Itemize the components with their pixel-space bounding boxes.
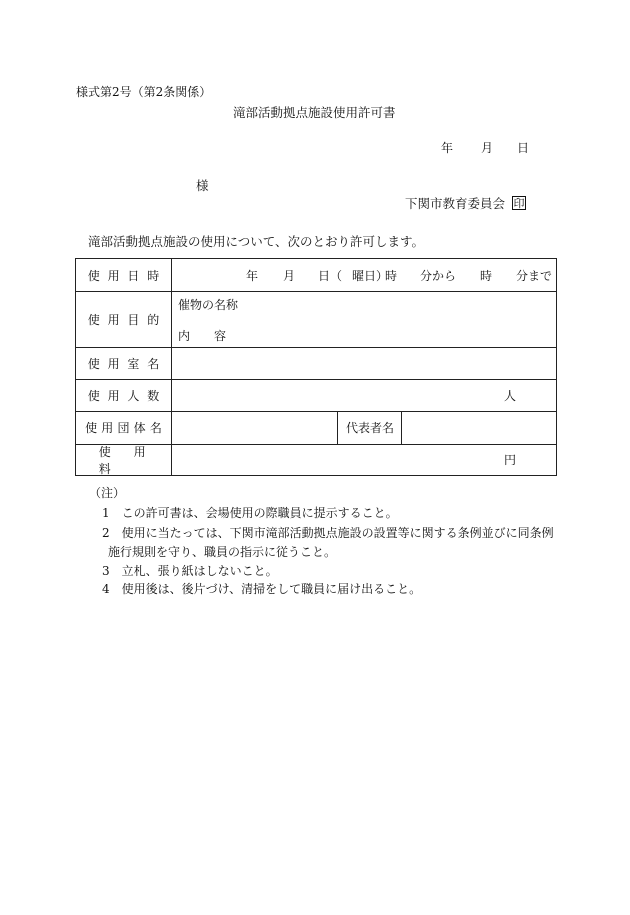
purpose-content-label: 内 容 <box>178 329 227 343</box>
group-cell-divider <box>337 411 338 444</box>
notes-heading: （注） <box>89 486 126 500</box>
row-label-group: 使用団体名 <box>85 421 167 435</box>
datetime-start-minute: 分から <box>420 269 457 283</box>
datetime-month: 月 <box>283 269 296 283</box>
note-item: 2 使用に当たっては、下関市滝部活動拠点施設の設置等に関する条例並びに同条例 <box>102 526 554 540</box>
headcount-unit: 人 <box>504 389 517 403</box>
datetime-end-minute: 分まで <box>516 269 553 283</box>
datetime-start-hour: 時 <box>385 269 398 283</box>
representative-label: 代表者名 <box>346 421 395 435</box>
permit-table <box>75 258 557 476</box>
label-column-divider <box>171 259 172 475</box>
purpose-event-name-label: 催物の名称 <box>178 298 239 312</box>
note-item: 3 立札、張り紙はしないこと。 <box>102 564 278 578</box>
row-label-purpose: 使用目的 <box>87 312 167 327</box>
date-year-label: 年 <box>441 141 454 155</box>
datetime-weekday: 曜日） <box>352 269 389 283</box>
issue-date-line <box>441 142 536 155</box>
row-label-headcount: 使用人数 <box>87 388 167 403</box>
datetime-end-hour: 時 <box>480 269 493 283</box>
date-day-label: 日 <box>517 141 530 155</box>
addressee-honorific: 様 <box>196 178 209 193</box>
datetime-year: 年 <box>246 269 259 283</box>
datetime-day: 日（ <box>318 269 343 283</box>
fee-unit: 円 <box>504 453 517 467</box>
representative-cell-divider <box>401 411 402 444</box>
note-item-continuation: 施行規則を守り、職員の指示に従うこと。 <box>108 545 337 559</box>
form-number: 様式第2号（第2条関係） <box>76 85 212 99</box>
document-title: 滝部活動拠点施設使用許可書 <box>233 105 396 120</box>
note-item: 1 この許可書は、会場使用の際職員に提示すること。 <box>102 506 398 520</box>
row-label-fee: 使用料 <box>98 444 169 476</box>
note-item: 4 使用後は、後片づけ、清掃をして職員に届け出ること。 <box>102 582 422 596</box>
row-label-datetime: 使用日時 <box>87 268 167 283</box>
seal-mark: 印 <box>513 196 525 210</box>
issuer-name: 下関市教育委員会 <box>405 196 506 211</box>
row-label-room: 使用室名 <box>87 356 167 371</box>
intro-text: 滝部活動拠点施設の使用について、次のとおり許可します。 <box>88 234 425 249</box>
date-month-label: 月 <box>481 141 494 155</box>
